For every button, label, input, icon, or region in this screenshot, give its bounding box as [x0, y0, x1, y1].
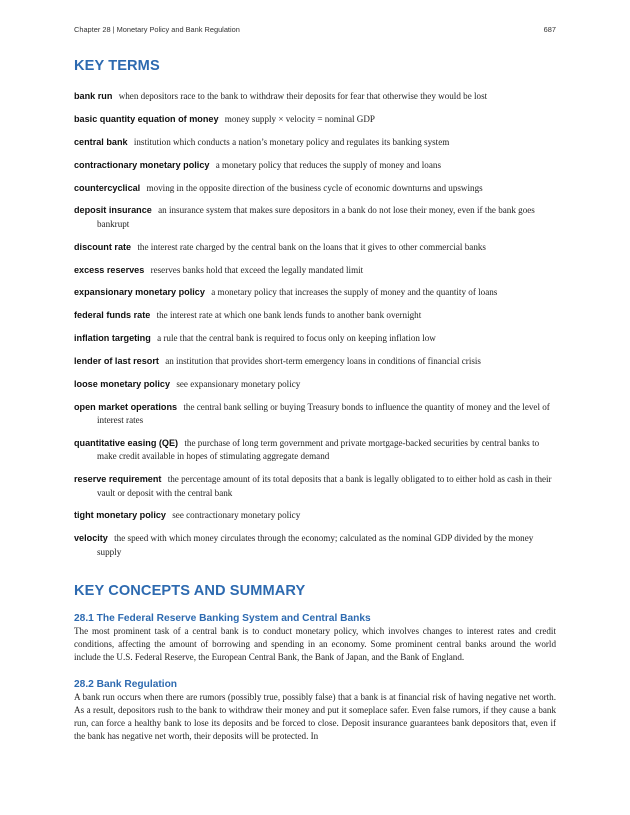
summary-paragraph: The most prominent task of a central bank is to conduct monetary policy, which involves changes to interest rates and credit conditions, affecting the amount of borrowing and spending in an economy. Some prominent central banks around the world include the U.S. Federal Reserve, the European Central Bank, the Bank of Japan, and the Bank of England. — [74, 625, 556, 663]
term-definition: money supply × velocity = nominal GDP — [224, 113, 375, 124]
term-definition: institution which conducts a nation’s monetary policy and regulates its banking system — [133, 136, 450, 147]
term-entry — [74, 113, 556, 126]
term-definition: the central bank selling or buying Treasury bonds to influence the quantity of money and the level of interest rates — [97, 401, 550, 426]
term-entry — [74, 509, 556, 522]
term-name: tight monetary policy — [74, 510, 166, 521]
term-entry — [74, 401, 556, 428]
term-name: expansionary monetary policy — [74, 287, 205, 298]
term-name: basic quantity equation of money — [74, 113, 219, 124]
term-entry — [74, 90, 556, 103]
term-entry — [74, 309, 556, 322]
key-terms-list — [74, 90, 556, 559]
term-definition: the purchase of long term government and private mortgage-backed securities by central banks to make credit available in hopes of stimulating aggregate demand — [97, 438, 540, 462]
term-definition: an insurance system that makes sure depositors in a bank do not lose their money, even if the bank goes bankrupt — [97, 205, 535, 229]
term-entry — [74, 159, 556, 172]
summary-subheading: 28.2 Bank Regulation — [74, 678, 178, 690]
term-name: deposit insurance — [74, 205, 152, 216]
term-name: countercyclical — [74, 182, 141, 193]
term-definition: an institution that provides short-term emergency loans in conditions of financial crisis — [165, 356, 481, 367]
term-entry — [74, 286, 556, 299]
term-definition: the interest rate charged by the central bank on the loans that it gives to other commercial banks — [137, 241, 486, 252]
term-name: bank run — [74, 91, 113, 101]
summary-paragraph: A bank run occurs when there are rumors (possibly true, possibly false) that a bank is at financial risk of having negative net worth. As a result, depositors rush to the bank to withdraw their money and put it someplace safer. Even false rumors, if they cause a bank run, can force a healthy bank to lose its deposits and be forced to close. Deposit insurance guarantees bank depositors that, even if the bank has negative net worth, their deposits will be protected. In — [74, 691, 556, 742]
term-definition: a monetary policy that increases the supply of money and the quantity of loans — [211, 287, 498, 298]
term-definition: see contractionary monetary policy — [172, 510, 301, 521]
term-name: contractionary monetary policy — [74, 159, 210, 170]
summary-heading: KEY CONCEPTS AND SUMMARY — [74, 582, 306, 599]
term-entry — [74, 532, 556, 559]
running-header — [74, 25, 556, 34]
key-terms-heading: KEY TERMS — [74, 58, 160, 74]
term-definition: see expansionary monetary policy — [176, 378, 301, 389]
term-name: open market operations — [74, 401, 178, 412]
term-name: reserve requirement — [74, 474, 162, 485]
term-entry — [74, 355, 556, 368]
term-entry — [74, 473, 556, 500]
term-definition: the speed with which money circulates through the economy; calculated as the nominal GDP divided by the money supply — [97, 533, 534, 557]
term-name: lender of last resort — [74, 356, 159, 367]
term-entry — [74, 182, 556, 195]
term-name: discount rate — [74, 241, 132, 252]
term-entry — [74, 264, 556, 277]
term-entry — [74, 241, 556, 254]
term-name: central bank — [74, 136, 128, 147]
term-name: loose monetary policy — [74, 378, 171, 389]
page-number: 687 — [543, 25, 556, 34]
term-name: excess reserves — [74, 264, 145, 275]
term-entry — [74, 378, 556, 391]
term-definition: moving in the opposite direction of the business cycle of economic downturns and upswings — [146, 182, 483, 193]
term-name: federal funds rate — [74, 310, 151, 321]
term-entry — [74, 437, 556, 464]
term-definition: when depositors race to the bank to withdraw their deposits for fear that otherwise they would be lost — [118, 91, 488, 101]
term-name: quantitative easing (QE) — [74, 438, 179, 449]
term-definition: a monetary policy that reduces the supply of money and loans — [215, 159, 441, 170]
term-entry — [74, 136, 556, 149]
summary-subheading: 28.1 The Federal Reserve Banking System and Central Banks — [74, 612, 371, 624]
term-definition: the percentage amount of its total deposits that a bank is legally obligated to to either hold as cash in their vault or deposit with the central bank — [97, 474, 552, 498]
term-definition: a rule that the central bank is required to focus only on keeping inflation low — [157, 333, 436, 344]
term-definition: the interest rate at which one bank lends funds to another bank overnight — [156, 310, 422, 321]
term-definition: reserves banks hold that exceed the legally mandated limit — [150, 264, 364, 275]
term-entry — [74, 332, 556, 345]
term-name: inflation targeting — [74, 333, 151, 344]
term-entry — [74, 204, 556, 231]
page-content — [74, 58, 556, 757]
chapter-title: Chapter 28 | Monetary Policy and Bank Regulation — [74, 25, 240, 34]
term-name: velocity — [74, 533, 108, 544]
